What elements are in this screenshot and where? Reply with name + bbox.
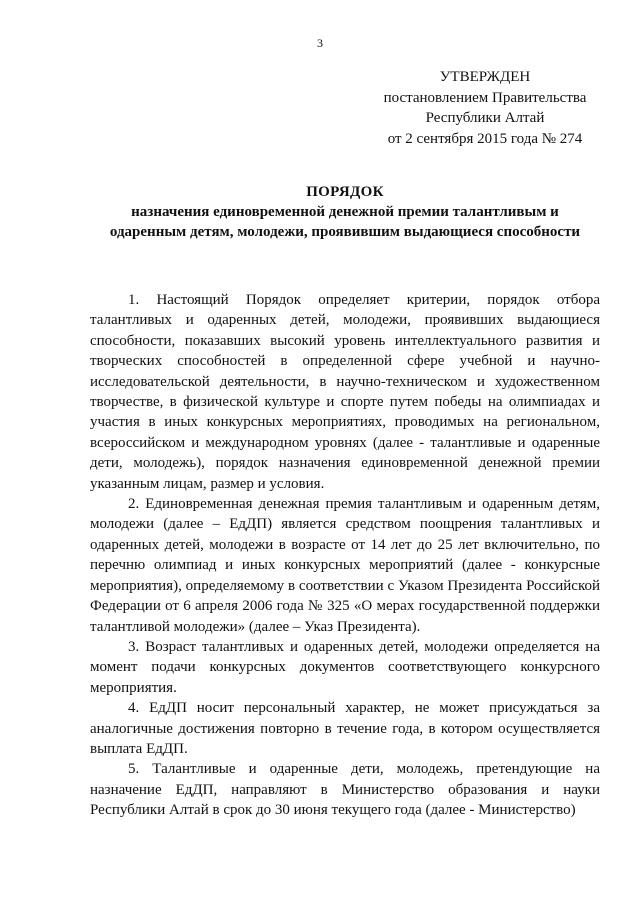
paragraph-1: 1. Настоящий Порядок определяет критерии, порядок отбора талантливых и одаренных детей, молодежи, проявивших выдающиеся способности, показавших высокий уровень интеллектуального развития и творческих способностей в определенной сфере учебной и научно-исследовательской деятельности, в научно-техническом и художественном творчестве, в физической культуре и спорте путем победы на олимпиадах и участия в иных конкурсных мероприятиях, проводимых на региональном, всероссийском и международном уровнях (далее - талантливые и одаренные дети, молодежь), порядок назначения единовременной денежной премии указанным лицам, размер и условия.	[90, 292, 600, 492]
approval-heading: УТВЕРЖДЕН	[439, 69, 531, 85]
paragraph-5: 5. Талантливые и одаренные дети, молодежь, претендующие на назначение ЕдДП, направляют в Министерство образования и науки Республики Алтай в срок до 30 июня текущего года (далее - Министерство)	[90, 761, 600, 819]
document-title	[90, 182, 600, 242]
title-line-1: назначения единовременной денежной премии талантливым и	[131, 204, 559, 220]
paragraph-3: 3. Возраст талантливых и одаренных детей, молодежи определяется на момент подачи конкурсных документов соответствующего конкурсного мероприятия.	[90, 638, 600, 696]
approval-region: Республики Алтай	[425, 110, 545, 126]
title-main: ПОРЯДОК	[306, 184, 384, 200]
approval-stamp-block	[370, 67, 600, 149]
document-body	[90, 290, 600, 821]
paragraph-4: 4. ЕдДП носит персональный характер, не может присуждаться за аналогичные достижения повторно в течение года, в котором осуществляется выплата ЕдДП.	[90, 700, 600, 757]
page-number: 3	[317, 36, 323, 50]
approval-date: от 2 сентября 2015 года № 274	[387, 130, 583, 147]
paragraph-2: 2. Единовременная денежная премия талантливым и одаренным детям, молодежи (далее – ЕдДП) является средством поощрения талантливых и одаренных детей, молодежи в возрасте от 14 лет до 25 лет включительно, по перечню олимпиад и иных конкурсных мероприятий (далее - конкурсные мероприятия), определяемому в соответствии с Указом Президента Российской Федерации от 6 апреля 2006 года № 325 «О мерах государственной поддержки талантливой молодежи» (далее – Указ Президента).	[90, 496, 600, 635]
title-line-2: одаренным детям, молодежи, проявившим выдающиеся способности	[109, 224, 581, 240]
approval-issuer: постановлением Правительства	[383, 89, 587, 106]
